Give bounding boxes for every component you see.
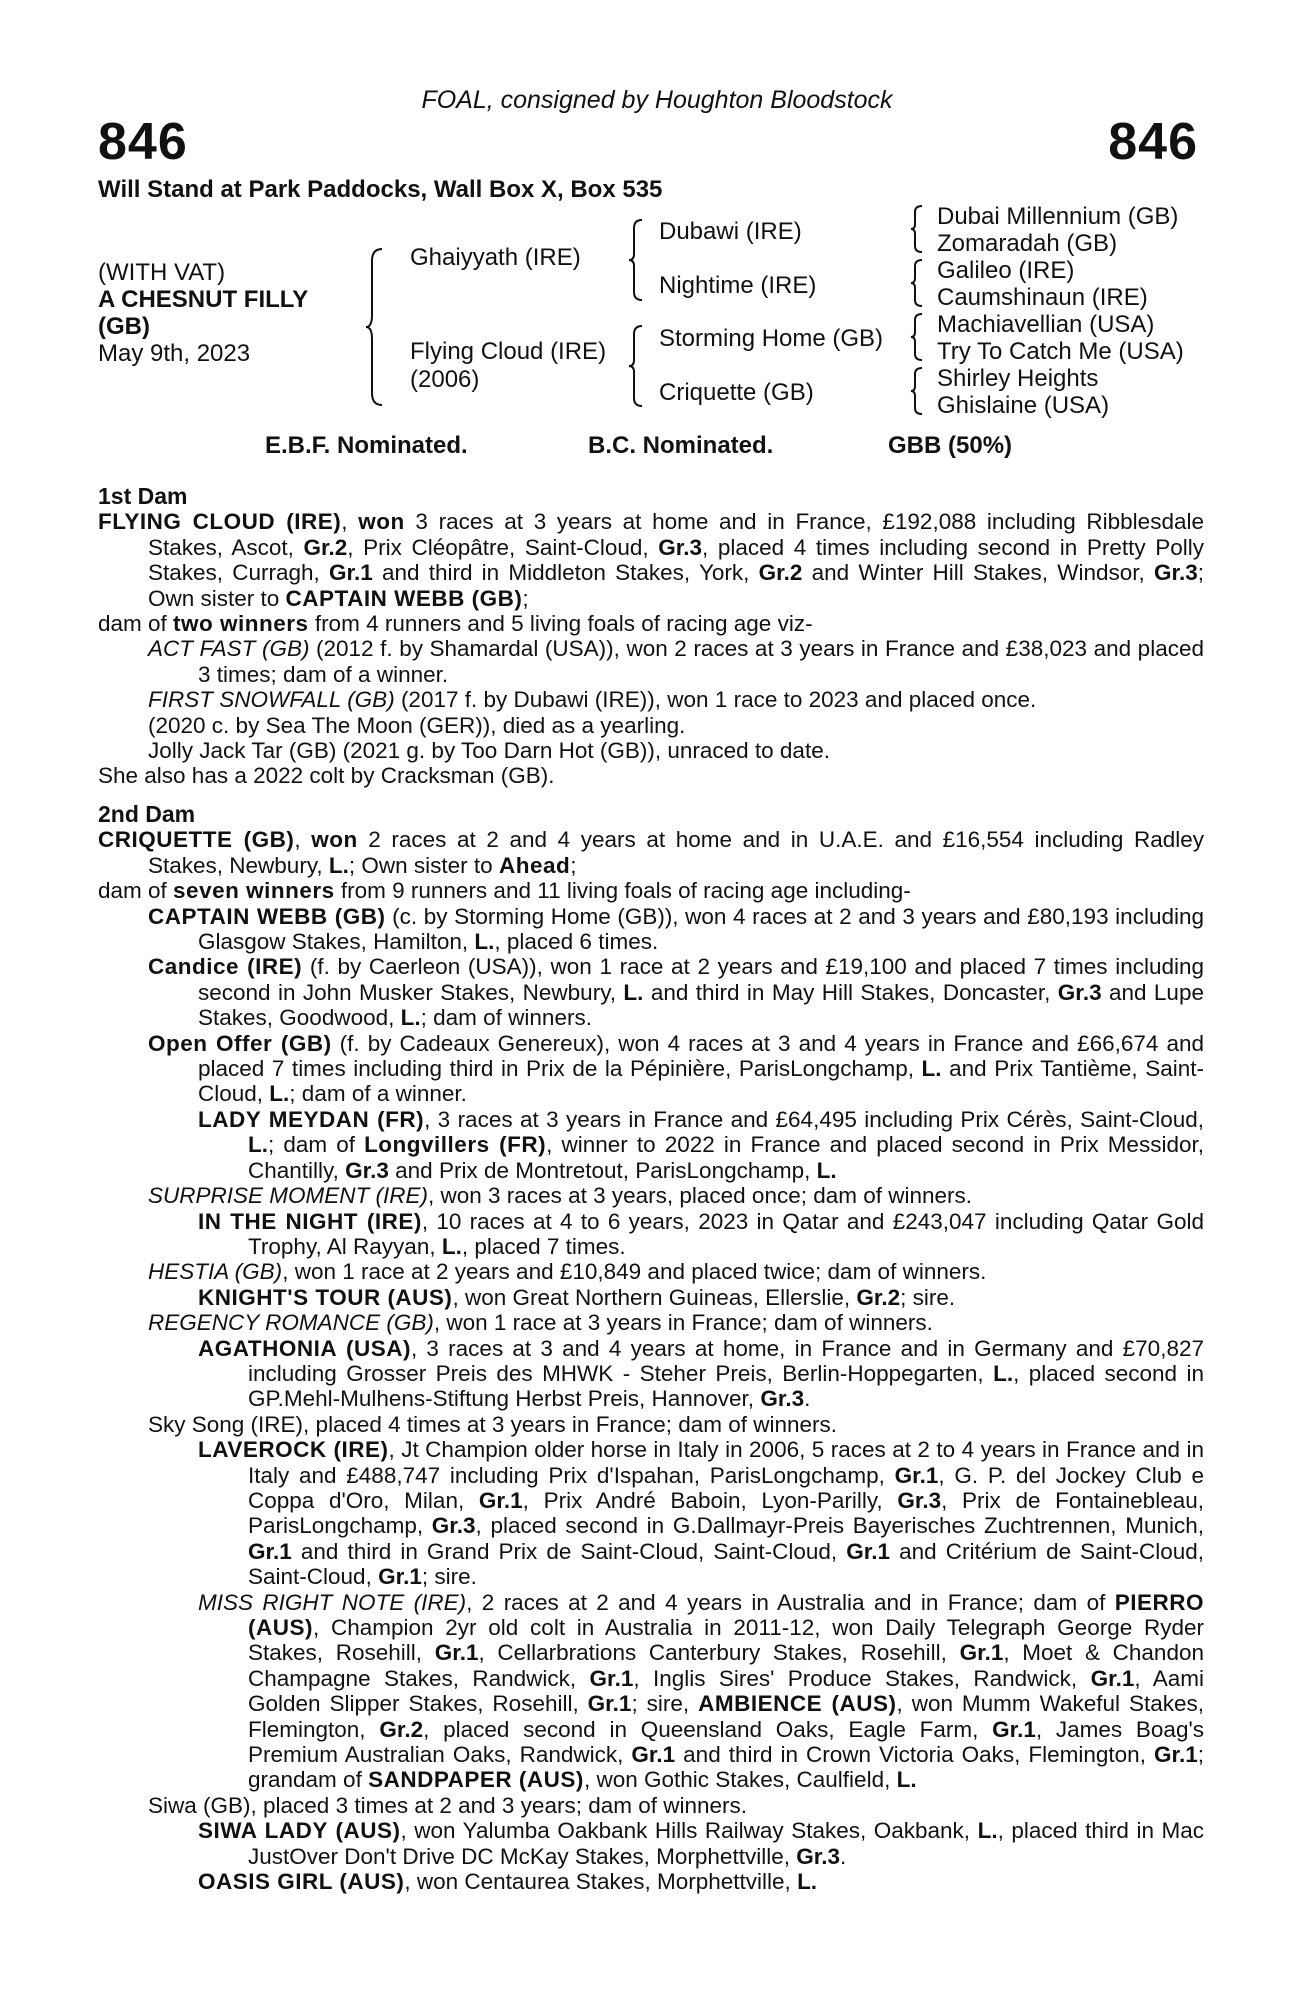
vat-note: (WITH VAT) (98, 259, 226, 286)
brace-sire (628, 218, 644, 302)
g3-ancestor-4: Caumshinaun (IRE) (937, 284, 1148, 311)
g3-ancestor-3: Galileo (IRE) (937, 257, 1075, 284)
produce-siwa: Siwa (GB), placed 3 times at 2 and 3 years; dam of winners. (148, 1792, 748, 1818)
produce-jolly-jack-tar: Jolly Jack Tar (GB) (2021 g. by Too Darn Hot (GB)), unraced to date. (148, 738, 830, 764)
first-dam-section (98, 484, 1204, 789)
foal-description (98, 259, 368, 367)
foal-name: A CHESNUT FILLY (98, 286, 309, 313)
produce-in-the-night: IN THE NIGHT (IRE), 10 races at 4 to 6 years, 2023 in Qatar and £243,047 including Qatar Gold Trophy, Al Rayyan, L., placed 7 times. (198, 1208, 1204, 1259)
g3-ancestor-6: Try To Catch Me (USA) (937, 338, 1184, 365)
produce-lady-meydan: LADY MEYDAN (FR), 3 races at 3 years in France and £64,495 including Prix Cérès, Saint-Cloud, L.; dam of Longvillers (FR), winner to 2022 in France and placed second in Prix Messidor, Chantilly, Gr.3 and Prix de Montretout, ParisLongchamp, L. (198, 1106, 1204, 1183)
brace-g3 (910, 312, 924, 362)
first-dam-record: FLYING CLOUD (IRE), won 3 races at 3 years at home and in France, £192,088 including Ribblesdale Stakes, Ascot, Gr.2, Prix Cléopâtre, Saint-Cloud, Gr.3, placed 4 times including second in Pretty Polly Stakes, Curragh, Gr.1 and third in Middleton Stakes, York, Gr.2 and Winter Hill Stakes, Windsor, Gr.3; Own sister to CAPTAIN WEBB (GB); (98, 509, 1205, 611)
g3-ancestor-1: Dubai Millennium (GB) (937, 203, 1179, 230)
g3-ancestor-2: Zomaradah (GB) (937, 230, 1118, 257)
ebf-nomination: E.B.F. Nominated. (265, 432, 468, 459)
bc-nomination: B.C. Nominated. (588, 432, 774, 459)
g3-ancestor-7: Shirley Heights (937, 365, 1099, 392)
produce-candice: Candice (IRE) (f. by Caerleon (USA)), won 1 race at 2 years and £19,100 and placed 7 times including second in John Musker Stakes, Newbury, L. and third in May Hill Stakes, Doncaster, Gr.3 and Lupe Stakes, Goodwood, L.; dam of winners. (148, 954, 1205, 1031)
brace-g4 (910, 366, 924, 416)
g3-ancestor-5: Machiavellian (USA) (937, 311, 1155, 338)
dam-name: Flying Cloud (IRE) (410, 338, 607, 365)
lot-number-left: 846 (98, 113, 188, 171)
dam-sire: Storming Home (GB) (659, 325, 884, 352)
brace-g2 (910, 258, 924, 308)
first-dam-also: She also has a 2022 colt by Cracksman (GB). (98, 763, 555, 789)
produce-agathonia: AGATHONIA (USA), 3 races at 3 and 4 years at home, in France and in Germany and £70,827 including Grosser Preis des MHWK - Steher Preis, Berlin-Hoppegarten, L., placed second in GP.Mehl-Mulhens-Stiftung Herbst Preis, Hannover, Gr.3. (198, 1335, 1205, 1412)
sire-name: Ghaiyyath (IRE) (410, 244, 581, 271)
produce-act-fast: ACT FAST (GB) (2012 f. by Shamardal (USA)), won 2 races at 3 years in France and £38,023 and placed 3 times; dam of a winner. (148, 636, 1204, 687)
consignment-line: FOAL, consigned by Houghton Bloodstock (421, 86, 893, 114)
brace-g1 (910, 204, 924, 254)
dam-dam: Criquette (GB) (659, 379, 814, 406)
gbb-status: GBB (50%) (888, 432, 1013, 459)
produce-first-snowfall: FIRST SNOWFALL (GB) (2017 f. by Dubawi (IRE)), won 1 race to 2023 and placed once. (148, 687, 1037, 713)
produce-regency-romance: REGENCY ROMANCE (GB), won 1 race at 3 years in France; dam of winners. (148, 1310, 933, 1336)
g3-ancestor-8: Ghislaine (USA) (937, 392, 1110, 419)
second-dam-heading: 2nd Dam (98, 801, 196, 827)
produce-surprise-moment: SURPRISE MOMENT (IRE), won 3 races at 3 years, placed once; dam of winners. (148, 1183, 973, 1209)
produce-sky-song: Sky Song (IRE), placed 4 times at 3 years in France; dam of winners. (148, 1411, 838, 1437)
lot-number-right: 846 (1108, 113, 1198, 171)
first-dam-heading: 1st Dam (98, 483, 188, 509)
foal-origin: (GB) (98, 313, 150, 340)
produce-captain-webb: CAPTAIN WEBB (GB) (c. by Storming Home (GB)), won 4 races at 2 and 3 years and £80,193 including Glasgow Stakes, Hamilton, L., placed 6 times. (148, 903, 1204, 955)
dam-year: (2006) (410, 366, 480, 393)
produce-2020-colt: (2020 c. by Sea The Moon (GER)), died as a yearling. (148, 712, 686, 738)
second-dam-record: CRIQUETTE (GB), won 2 races at 2 and 4 years at home and in U.A.E. and £16,554 including Radley Stakes, Newbury, L.; Own sister to Ahead; (98, 827, 1204, 878)
produce-hestia: HESTIA (GB), won 1 race at 2 years and £10,849 and placed twice; dam of winners. (148, 1259, 987, 1285)
produce-knights-tour: KNIGHT'S TOUR (AUS), won Great Northern Guineas, Ellerslie, Gr.2; sire. (198, 1284, 956, 1310)
first-dam-produce-summary: dam of two winners from 4 runners and 5 living foals of racing age viz- (98, 611, 813, 637)
brace-main (364, 247, 386, 407)
foal-dob: May 9th, 2023 (98, 340, 251, 367)
sire-sire: Dubawi (IRE) (659, 218, 802, 245)
produce-open-offer: Open Offer (GB) (f. by Cadeaux Genereux), won 4 races at 3 and 4 years in France and £66,674 and placed 7 times including third in Prix de la Pépinière, ParisLongchamp, L. and Prix Tantième, Saint-Cloud, L.; dam of a winner. (148, 1030, 1205, 1107)
produce-siwa-lady: SIWA LADY (AUS), won Yalumba Oakbank Hills Railway Stakes, Oakbank, L., placed third in Mac JustOver Don't Drive DC McKay Stakes, Morphettville, Gr.3. (198, 1818, 1204, 1869)
produce-laverock: LAVEROCK (IRE), Jt Champion older horse in Italy in 2006, 5 races at 2 to 4 years in France and in Italy and £488,747 including Prix d'Ispahan, ParisLongchamp, Gr.1, G. P. del Jockey Club e Coppa d'Oro, Milan, Gr.1, Prix André Baboin, Lyon-Parilly, Gr.3, Prix de Fontainebleau, ParisLongchamp, Gr.3, placed second in G.Dallmayr-Preis Bayerisches Zuchtrennen, Munich, Gr.1 and third in Grand Prix de Saint-Cloud, Saint-Cloud, Gr.1 and Critérium de Saint-Cloud, Saint-Cloud, Gr.1; sire. (198, 1437, 1204, 1590)
sire-dam: Nightime (IRE) (659, 272, 817, 299)
produce-miss-right-note: MISS RIGHT NOTE (IRE), 2 races at 2 and 4 years in Australia and in France; dam of PIERRO (AUS), Champion 2yr old colt in Australia in 2011-12, won Daily Telegraph George Ryder Stakes, Rosehill, Gr.1, Cellarbrations Canterbury Stakes, Rosehill, Gr.1, Moet & Chandon Champagne Stakes, Randwick, Gr.1, Inglis Sires' Produce Stakes, Randwick, Gr.1, Aami Golden Slipper Stakes, Rosehill, Gr.1; sire, AMBIENCE (AUS), won Mumm Wakeful Stakes, Flemington, Gr.2, placed second in Queensland Oaks, Eagle Farm, Gr.1, James Boag's Premium Australian Oaks, Randwick, Gr.1 and third in Crown Victoria Oaks, Flemington, Gr.1; grandam of SANDPAPER (AUS), won Gothic Stakes, Caulfield, L. (198, 1589, 1205, 1793)
second-dam-produce-summary: dam of seven winners from 9 runners and 11 living foals of racing age including- (98, 878, 911, 904)
stand-location: Will Stand at Park Paddocks, Wall Box X, Box 535 (98, 176, 663, 203)
second-dam-section (98, 802, 1204, 1894)
brace-dam (628, 324, 644, 408)
produce-oasis-girl: OASIS GIRL (AUS), won Centaurea Stakes, Morphettville, L. (198, 1869, 818, 1895)
